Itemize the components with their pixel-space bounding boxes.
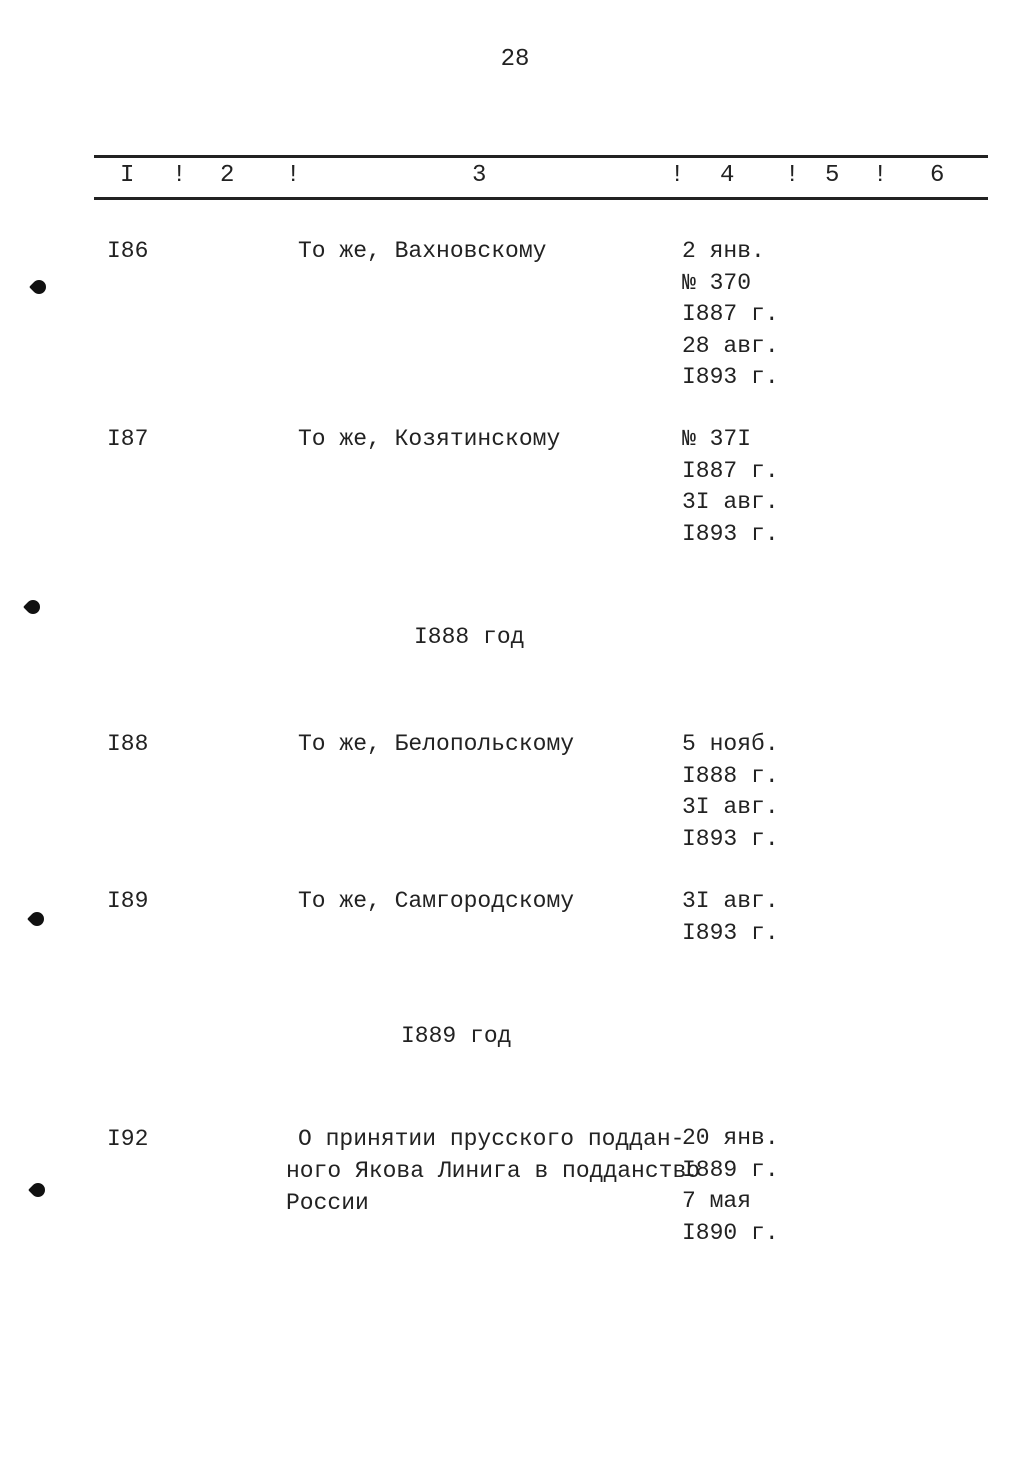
entry-number: I92	[107, 1126, 149, 1152]
page-number: 28	[500, 46, 530, 73]
entry-title: То же, Козятинскому	[298, 426, 561, 452]
entry-dates	[682, 236, 779, 394]
entry-title: То же, Вахновскому	[298, 238, 547, 264]
date-line: I893 г.	[682, 364, 779, 390]
date-line: I889 г.	[682, 1156, 779, 1183]
date-line: 3I авг.	[682, 888, 779, 914]
entry-number: I87	[107, 426, 149, 452]
year-heading: I888 год	[414, 624, 525, 650]
entry-dates	[682, 729, 779, 855]
date-line: 3I авг.	[682, 489, 779, 515]
entry-title: То же, Самгородскому	[298, 888, 575, 914]
entry-number: I88	[107, 731, 149, 757]
column-header-1: I	[120, 162, 135, 189]
entry-title	[286, 1123, 700, 1219]
date-line: I887 г.	[682, 301, 779, 327]
date-line: 3I авг.	[682, 794, 779, 820]
column-header-4: 4	[720, 162, 735, 189]
binding-mark	[27, 909, 47, 929]
binding-mark	[29, 277, 49, 297]
entry-title-line: ного Якова Линига в подданство	[286, 1158, 701, 1184]
date-line: 5 нояб.	[682, 731, 779, 757]
date-line: I893 г.	[682, 520, 779, 547]
date-line: 28 авг.	[682, 332, 779, 359]
date-line: 20 янв.	[682, 1125, 779, 1151]
entry-number: I86	[107, 238, 149, 264]
year-heading: I889 год	[401, 1023, 512, 1049]
column-separator: !	[873, 162, 888, 189]
column-separator: !	[670, 162, 685, 189]
date-line: I893 г.	[682, 825, 779, 852]
entry-dates	[682, 424, 779, 550]
date-line: 2 янв.	[682, 238, 765, 264]
date-line: I893 г.	[682, 919, 779, 946]
date-line: I890 г.	[682, 1219, 779, 1246]
date-line: 7 мая	[682, 1188, 752, 1214]
entry-dates	[682, 886, 779, 949]
date-line: I887 г.	[682, 457, 779, 484]
column-header-2: 2	[220, 162, 235, 189]
column-header-3: 3	[472, 162, 487, 189]
date-line: № 370	[682, 269, 752, 296]
entry-title: То же, Белопольскому	[298, 731, 575, 757]
column-header-6: 6	[930, 162, 945, 189]
column-separator: !	[286, 162, 301, 189]
column-header-5: 5	[825, 162, 840, 189]
entry-title-line: О принятии прусского поддан-	[298, 1126, 685, 1152]
table-header-top-rule	[94, 155, 988, 158]
entry-number: I89	[107, 888, 149, 914]
date-line: I888 г.	[682, 762, 779, 789]
binding-mark	[23, 597, 43, 617]
binding-mark	[28, 1180, 48, 1200]
column-separator: !	[785, 162, 800, 189]
entry-dates	[682, 1123, 779, 1249]
entry-title-line: России	[286, 1190, 369, 1216]
table-header-bottom-rule	[94, 197, 988, 200]
column-separator: !	[172, 162, 187, 189]
date-line: № 37I	[682, 426, 752, 452]
